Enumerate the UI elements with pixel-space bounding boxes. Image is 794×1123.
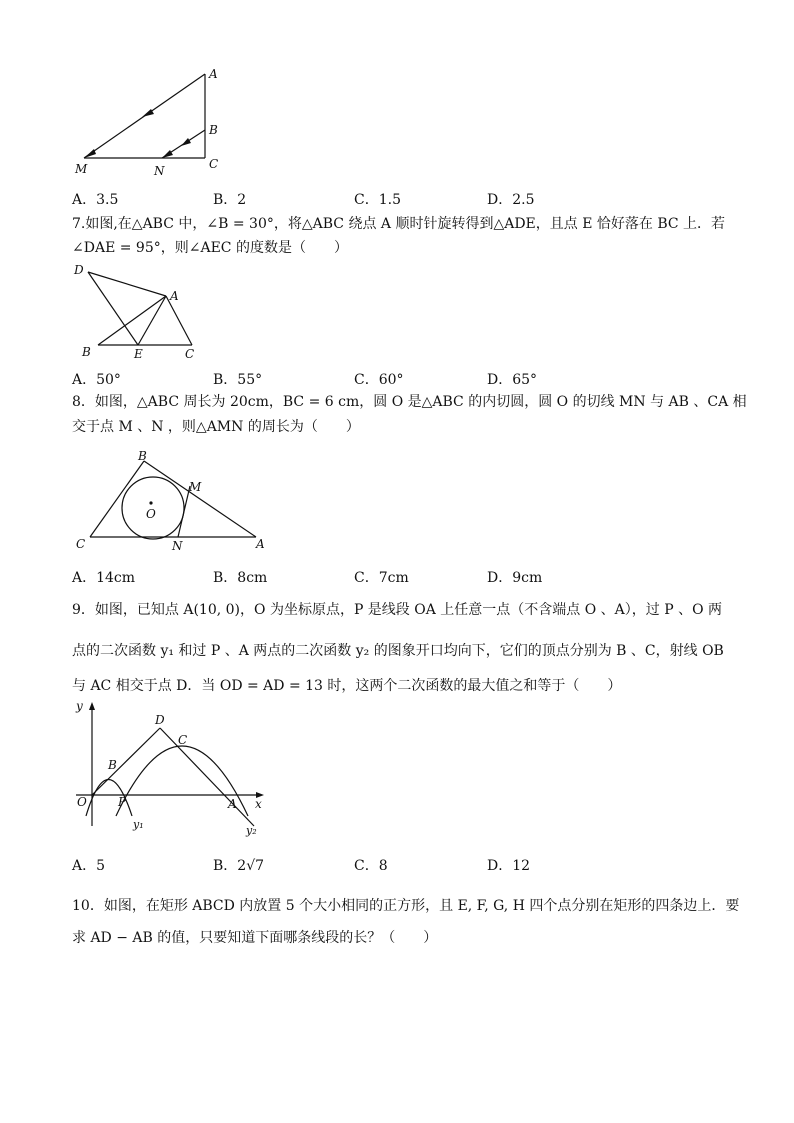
q7-option-b[interactable]: B．55° [213,372,263,388]
q7-figure [70,260,210,366]
q6-figure [70,62,230,182]
label-x: x [255,797,262,811]
label-y1: y₁ [133,818,144,831]
q7-stem-line2: ∠DAE = 95°，则∠AEC 的度数是（ ） [72,240,348,256]
q6-option-d[interactable]: D．2.5 [487,192,535,208]
q9-option-c[interactable]: C．8 [354,858,388,874]
label-B: B [209,123,218,137]
label-A: A [256,537,265,551]
q7-option-d[interactable]: D．65° [487,372,538,388]
q6-option-b[interactable]: B．2 [213,192,247,208]
label-B: B [82,345,91,359]
q6-option-a[interactable]: A．3.5 [72,192,119,208]
q10-stem-line1: 10．如图，在矩形 ABCD 内放置 5 个大小相同的正方形，且 E, F, G, H 四个点分别在矩形的四条边上．要 [72,898,740,914]
label-C: C [185,347,195,361]
label-D: D [155,713,165,727]
label-M: M [189,480,202,494]
q7-option-c[interactable]: C．60° [354,372,404,388]
label-B: B [138,449,147,463]
q10-stem-line2: 求 AD − AB 的值，只要知道下面哪条线段的长？（ ） [72,930,438,946]
label-y: y [76,699,83,713]
label-D: D [74,263,84,277]
q9-option-d[interactable]: D．12 [487,858,531,874]
label-B: B [108,758,117,772]
q7-stem-line1: 7.如图,在△ABC 中，∠B = 30°，将△ABC 绕点 A 顺时针旋转得到△ADE，且点 E 恰好落在 BC 上．若 [72,216,726,232]
q9-option-a[interactable]: A．5 [72,858,106,874]
label-A: A [228,797,237,811]
q9-figure [70,698,270,840]
label-C: C [178,733,188,747]
label-O: O [146,507,156,521]
label-P: P [118,795,127,809]
label-N: N [154,164,165,178]
label-C: C [76,537,86,551]
q9-stem-line3: 与 AC 相交于点 D．当 OD = AD = 13 时，这两个二次函数的最大值之和等于（ ） [72,678,622,694]
q8-option-b[interactable]: B．8cm [213,570,268,586]
q8-stem-line2: 交于点 M 、N ，则△AMN 的周长为（ ） [72,419,360,435]
label-A: A [170,289,179,303]
q9-stem-line2: 点的二次函数 y₁ 和过 P 、A 两点的二次函数 y₂ 的图象开口均向下，它们的顶点分别为 B 、C，射线 OB [72,643,724,659]
label-N: N [172,539,183,553]
label-y2: y₂ [246,824,257,837]
q9-stem-line1: 9．如图，已知点 A(10, 0)，O 为坐标原点，P 是线段 OA 上任意一点（不含端点 O 、A），过 P 、O 两 [72,602,723,618]
q8-option-a[interactable]: A．14cm [72,570,136,586]
label-M: M [75,162,88,176]
q8-option-c[interactable]: C．7cm [354,570,409,586]
label-E: E [134,347,143,361]
q6-option-c[interactable]: C．1.5 [354,192,401,208]
label-O: O [77,795,87,809]
q8-option-d[interactable]: D．9cm [487,570,543,586]
q7-option-a[interactable]: A．50° [72,372,121,388]
q8-stem-line1: 8．如图，△ABC 周长为 20cm，BC = 6 cm，圆 O 是△ABC 的内切圆，圆 O 的切线 MN 与 AB 、CA 相 [72,394,747,410]
label-C: C [209,157,219,171]
label-A: A [209,67,218,81]
q8-figure [70,446,280,558]
q9-option-b[interactable]: B．2√7 [213,858,265,874]
